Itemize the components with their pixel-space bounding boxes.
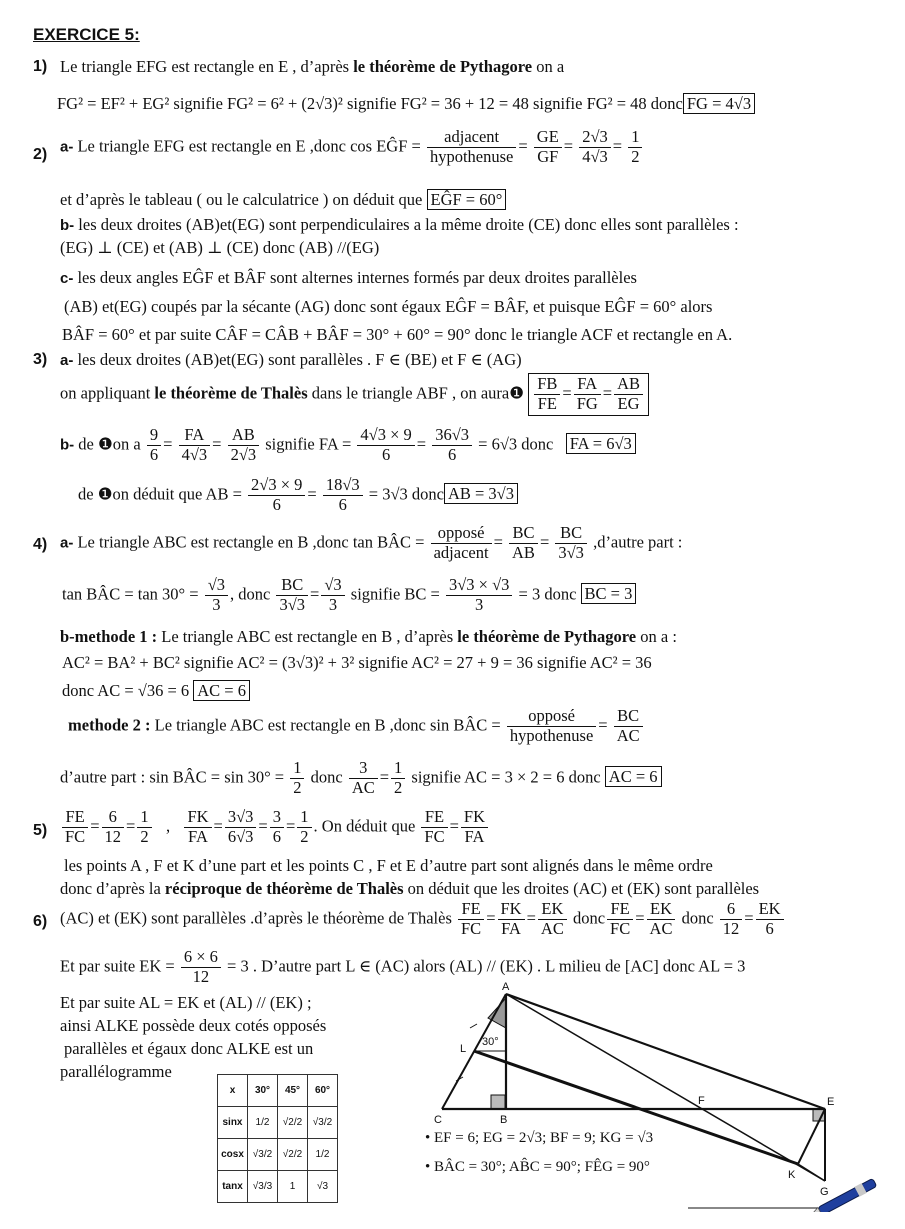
q4-a-line2: tan BÂC = tan 30° = $\frac{√3}{3}$ , donc $\frac{BC}{3√3}$ = $\frac{√3}{3}$ signifie BC = $\frac{3√3 \times √3}{3}$ = 3 donc BC = 3: [62, 576, 636, 615]
q2-b-line2: (EG) ⊥ (CE) et (AB) ⊥ (CE) donc (AB) //(EG): [60, 238, 380, 257]
q3-b-line: b- de ❶on a $\frac{9}{6}$ = $\frac{FA}{4√3}$ = $\frac{AB}{2√3}$ signifie FA = $\frac{4√3 \times 9}{6}$ = $\frac{36√3}{6}$ = 6√3 donc FA = 6√3: [60, 426, 636, 465]
q3-c-result: AB = 3√3: [444, 483, 518, 504]
q4-result-ac2: AC = 6: [605, 766, 662, 787]
q6-line4: ainsi ALKE possède deux cotés opposés: [60, 1016, 327, 1035]
q4-number: 4): [33, 536, 48, 553]
figure-info-1: • EF = 6; EG = 2√3; BF = 9; KG = √3: [425, 1130, 654, 1146]
q3-a-line2: on appliquant le théorème de Thalès dans le triangle ABF , on aura❶ $\frac{FB}{FE}$ = $\frac{FA}{FG}$ = $\frac{AB}{EG}$: [60, 373, 649, 416]
table-header-cell: 30°: [248, 1075, 278, 1107]
label-c: C: [434, 1114, 442, 1126]
table-cell: 1/2: [248, 1107, 278, 1139]
q3-a-line: a- les deux droites (AB)et(EG) sont parallèles . F ∈ (BE) et F ∈ (AG): [60, 350, 522, 369]
q2-c-line2: (AB) et(EG) coupés par la sécante (AG) donc sont égaux EĜF = BÂF, et puisque EĜF = 60° alors: [64, 297, 713, 316]
q2-number: 2): [33, 146, 48, 163]
table-row: [218, 1107, 338, 1139]
q4-m1-line2: AC² = BA² + BC² signifie AC² = (3√3)² + 3² signifie AC² = 27 + 9 = 36 signifie AC² = 36: [62, 653, 652, 672]
table-header-row: [218, 1075, 338, 1107]
q6-line2: Et par suite EK = $\frac{6 \times 6}{12}$ = 3 . D’autre part L ∈ (AC) alors (AL) // (EK) . L milieu de [AC] donc AL = 3: [60, 947, 746, 986]
q2-a-line: a- Le triangle EFG est rectangle en E ,donc cos EĜF = $\frac{\text{adjacent}}{\text{hypothenuse}}$ = $\frac{GE}{GF}$ = $\frac{2√3}{4√3}$ = $\frac{1}{2}$: [60, 128, 644, 167]
label-a: A: [502, 981, 510, 993]
q2-b-line: b- les deux droites (AB)et(EG) sont perpendiculaires a la même droite (CE) donc elles sont parallèles :: [60, 215, 739, 234]
table-cell: √3/2: [308, 1107, 338, 1139]
table-header-cell: 45°: [278, 1075, 308, 1107]
label-b: B: [500, 1114, 508, 1126]
q4-m2-line: methode 2 : Le triangle ABC est rectangle en B ,donc sin BÂC = $\frac{\text{opposé}}{\text{hypothenuse}}$ = $\frac{BC}{AC}$: [68, 707, 645, 746]
label-e: E: [827, 1096, 835, 1108]
q1-line2: FG² = EF² + EG² signifie FG² = 6² + (2√3)² signifie FG² = 36 + 12 = 48 signifie FG² = 48 donc FG = 4√3: [57, 94, 755, 114]
q2-c-line: c- les deux angles EĜF et BÂF sont alternes internes formés par deux droites parallèles: [60, 268, 637, 287]
pen-icon: [688, 1172, 888, 1212]
table-row: [218, 1139, 338, 1171]
table-cell: √3/3: [248, 1171, 278, 1203]
q4-a-line: a- Le triangle ABC est rectangle en B ,donc tan BÂC = $\frac{\text{opposé}}{\text{adjacent}}$ = $\frac{BC}{AB}$ = $\frac{BC}{3√3}$ ,d’autre part :: [60, 523, 683, 562]
table-cell: 1/2: [308, 1139, 338, 1171]
angle-label: 30°: [482, 1036, 499, 1048]
table-cell: √2/2: [278, 1139, 308, 1171]
q6-number: 6): [33, 913, 48, 930]
q2-a-line2: et d’après le tableau ( ou le calculatrice ) on déduit que EĜF = 60°: [60, 190, 506, 210]
table-cell: √3: [308, 1171, 338, 1203]
q5-number: 5): [33, 822, 48, 839]
table-cell: √3/2: [248, 1139, 278, 1171]
table-cell: cosx: [218, 1139, 248, 1171]
marker-1: ❶: [509, 383, 525, 403]
exercise-title: EXERCICE 5:: [33, 25, 140, 44]
table-cell: 1: [278, 1171, 308, 1203]
trig-table: [217, 1074, 338, 1203]
q5-line3: donc d’après la réciproque de théorème de Thalès on déduit que les droites (AC) et (EK) sont parallèles: [60, 879, 760, 898]
q2-c-line3: BÂF = 60° et par suite CÂF = CÂB + BÂF = 30° + 60° = 90° donc le triangle ACF et rectangle en A.: [62, 325, 733, 344]
q5-line2: les points A , F et K d’une part et les points C , F et E d’autre part sont alignés dans le même ordre: [64, 856, 713, 875]
q3-b-result: FA = 6√3: [566, 433, 636, 454]
q4-result-bc: BC = 3: [581, 583, 637, 604]
q1-line1: Le triangle EFG est rectangle en E , d’après le théorème de Pythagore on a: [60, 57, 565, 76]
q2-result: EĜF = 60°: [427, 189, 507, 210]
table-cell: sinx: [218, 1107, 248, 1139]
q3-thales-box: $\frac{FB}{FE}$ = $\frac{FA}{FG}$ = $\frac{AB}{EG}$: [528, 373, 649, 416]
q6-line6: parallélogramme: [60, 1062, 172, 1081]
label-k: K: [788, 1169, 796, 1181]
label-g: G: [820, 1186, 829, 1198]
figure-info-2: • BÂC = 30°; AB̂C = 90°; FÊG = 90°: [425, 1159, 650, 1175]
q5-line1: $\frac{FE}{FC}$ = $\frac{6}{12}$ = $\frac{1}{2}$ , $\frac{FK}{FA}$ = $\frac{3√3}{6√3}$ = $\frac{3}{6}$ = $\frac{1}{2}$ . On déduit que $\frac{FE}{FC}$ = $\frac{FK}{FA}$: [60, 808, 490, 847]
q4-result-ac1: AC = 6: [193, 680, 250, 701]
q3-c-line: de ❶on déduit que AB = $\frac{2√3 \times 9}{6}$ = $\frac{18√3}{6}$ = 3√3 donc AB = 3√3: [78, 476, 518, 515]
q6-line1: (AC) et (EK) sont parallèles .d’après le théorème de Thalès $\frac{FE}{FC}$ = $\frac{FK}{FA}$ = $\frac{EK}{AC}$ donc $\frac{FE}{FC}$ = $\frac{EK}{AC}$ donc $\frac{6}{12}$ = $\frac{EK}{6}$: [60, 900, 786, 939]
q4-m1-line3: donc AC = √36 = 6 AC = 6: [62, 681, 250, 701]
q4-m1-line: b-methode 1 : Le triangle ABC est rectangle en B , d’après le théorème de Pythagore on a :: [60, 627, 677, 646]
table-row: [218, 1171, 338, 1203]
label-l: L: [460, 1043, 467, 1055]
q1-number: 1): [33, 58, 48, 75]
q4-m2-line2: d’autre part : sin BÂC = sin 30° = $\frac{1}{2}$ donc $\frac{3}{AC}$ = $\frac{1}{2}$ signifie AC = 3 × 2 = 6 donc AC = 6: [60, 759, 662, 798]
label-f: F: [698, 1095, 705, 1107]
q6-line3: Et par suite AL = EK et (AL) // (EK) ;: [60, 993, 312, 1012]
table-header-cell: 60°: [308, 1075, 338, 1107]
q1-result: FG = 4√3: [683, 93, 755, 114]
q6-line5: parallèles et égaux donc ALKE est un: [64, 1039, 314, 1058]
table-header-cell: x: [218, 1075, 248, 1107]
table-cell: √2/2: [278, 1107, 308, 1139]
table-cell: tanx: [218, 1171, 248, 1203]
q3-number: 3): [33, 351, 48, 368]
